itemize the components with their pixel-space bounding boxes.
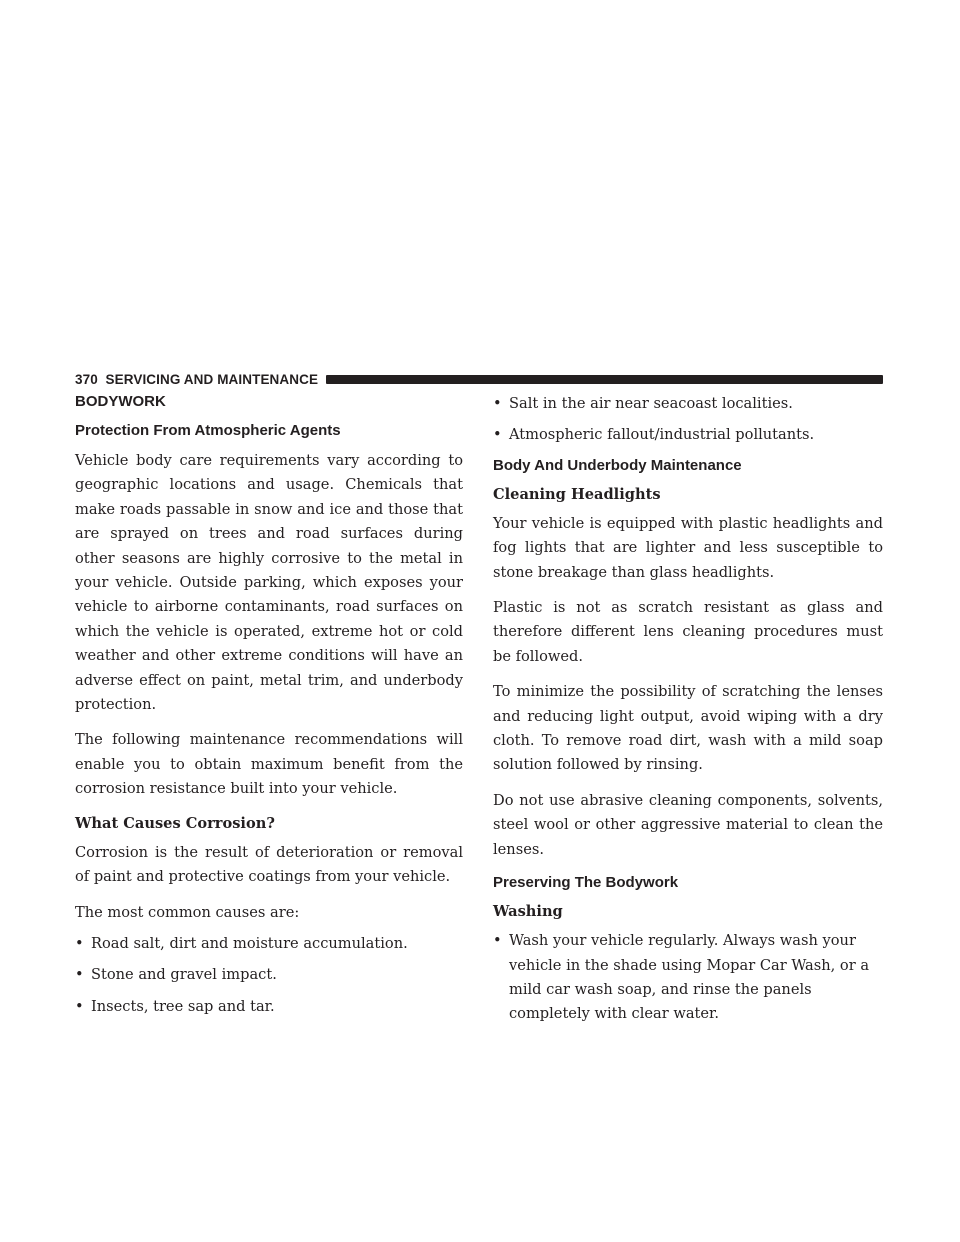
heading-washing: Washing [493,903,563,921]
list-item-text: Insects, tree sap and tar. [91,997,275,1015]
page-number: 370 [75,371,98,387]
list-item-text: Stone and gravel impact. [91,966,277,984]
bullet-icon: • [493,395,502,412]
paragraph: The following maintenance recommendations will enable you to obtain maximum benefit from the corrosion resistance built into your vehicle. [75,731,463,798]
heading-cleaning-headlights: Cleaning Headlights [493,485,661,503]
causes-list [75,932,463,1019]
left-column [75,392,463,1027]
page-header-label [75,372,318,387]
right-column [493,392,883,1035]
list-item-text: Wash your vehicle regularly. Always wash your vehicle in the shade using Mopar Car Wash, or a mild car wash soap, and rinse the panels completely with clear water. [509,932,870,1023]
bullet-icon: • [493,932,502,950]
paragraph: Vehicle body care requirements vary according to geographic locations and usage. Chemicals that make roads passable in snow and ice and those that are sprayed on trees and road surfaces during other seasons are highly corrosive to the metal in your vehicle. Outside parking, which exposes your vehicle to airborne contaminants, road surfaces on which the vehicle is operated, extreme hot or cold weather and other extreme conditions will have an adverse effect on paint, metal trim, and underbody protection. [75,452,463,714]
bullet-icon: • [75,934,84,952]
list-item-text: Atmospheric fallout/industrial pollutants. [509,426,815,444]
list-item [493,392,883,416]
section-title: SERVICING AND MAINTENANCE [105,371,319,387]
list-item [75,995,463,1019]
list-item-text: Road salt, dirt and moisture accumulation. [91,934,408,952]
heading-preserving-bodywork: Preserving The Bodywork [493,874,679,892]
paragraph: Corrosion is the result of deterioration or removal of paint and protective coatings from your vehicle. [75,843,463,886]
paragraph: The most common causes are: [75,903,300,921]
bullet-icon: • [75,997,84,1015]
causes-list-continued [493,392,883,448]
heading-body-underbody-maintenance: Body And Underbody Maintenance [493,456,742,474]
heading-bodywork: BODYWORK [75,393,166,410]
header-rule [326,375,883,384]
list-item [75,963,463,987]
heading-what-causes-corrosion: What Causes Corrosion? [75,814,275,832]
paragraph: Your vehicle is equipped with plastic headlights and fog lights that are lighter and less susceptible to stone breakage than glass headlights. [493,514,883,581]
list-item [493,929,883,1027]
list-item-text: Salt in the air near seacoast localities. [509,395,793,412]
list-item [493,423,883,447]
page-header [75,368,883,390]
paragraph: Plastic is not as scratch resistant as glass and therefore different lens cleaning procedures must be followed. [493,599,883,665]
bullet-icon: • [75,966,84,984]
paragraph: Do not use abrasive cleaning components, solvents, steel wool or other aggressive material to clean the lenses. [493,791,883,858]
heading-protection: Protection From Atmospheric Agents [75,422,341,439]
list-item [75,932,463,956]
paragraph: To minimize the possibility of scratching the lenses and reducing light output, avoid wiping with a dry cloth. To remove road dirt, wash with a mild soap solution followed by rinsing. [493,683,883,774]
bullet-icon: • [493,426,502,444]
washing-list [493,929,883,1027]
